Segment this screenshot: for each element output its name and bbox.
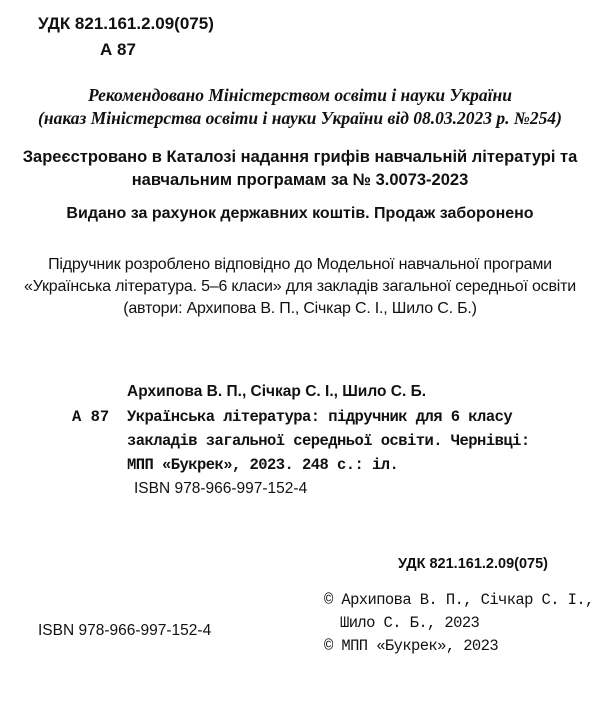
- publication-note: Видано за рахунок державних коштів. Продаж заборонено: [66, 205, 534, 222]
- udk-code: УДК 821.161.2.09(075): [38, 14, 214, 33]
- bibliography-authors: Архипова В. П., Січкар С. І., Шило С. Б.: [127, 383, 427, 400]
- copyright-line-2: Шило С. Б., 2023: [340, 614, 480, 632]
- program-note-line-3: (автори: Архипова В. П., Січкар С. І., Шило С. Б.): [123, 300, 477, 317]
- recommendation-line-2: (наказ Міністерства освіти і науки України від 08.03.2023 р. №254): [38, 108, 562, 128]
- program-note-line-2: «Українська література. 5–6 класи» для закладів загальної середньої освіти: [24, 278, 576, 295]
- udk-code-bottom: УДК 821.161.2.09(075): [398, 556, 549, 572]
- author-sign: А 87: [100, 40, 136, 59]
- bibliography-isbn: ISBN 978-966-997-152-4: [134, 480, 308, 497]
- isbn-bottom: ISBN 978-966-997-152-4: [38, 622, 212, 639]
- bibliography-code: А 87: [72, 408, 110, 426]
- registration-line-1: Зареєстровано в Каталозі надання грифів навчальній літературі та: [22, 148, 578, 166]
- copyright-line-3: © МПП «Букрек», 2023: [324, 637, 499, 655]
- copyright-line-1: © Архипова В. П., Січкар С. І.,: [324, 591, 594, 609]
- program-note-line-1: Підручник розроблено відповідно до Модельної навчальної програми: [48, 256, 552, 273]
- bibliography-line-3: МПП «Букрек», 2023. 248 с.: іл.: [127, 456, 399, 474]
- bibliography-line-1: Українська література: підручник для 6 класу: [127, 408, 513, 426]
- registration-line-2: навчальним програмам за № 3.0073-2023: [131, 171, 469, 189]
- bibliography-line-2: закладів загальної середньої освіти. Чернівці:: [127, 432, 530, 450]
- recommendation-line-1: Рекомендовано Міністерством освіти і науки України: [88, 85, 512, 105]
